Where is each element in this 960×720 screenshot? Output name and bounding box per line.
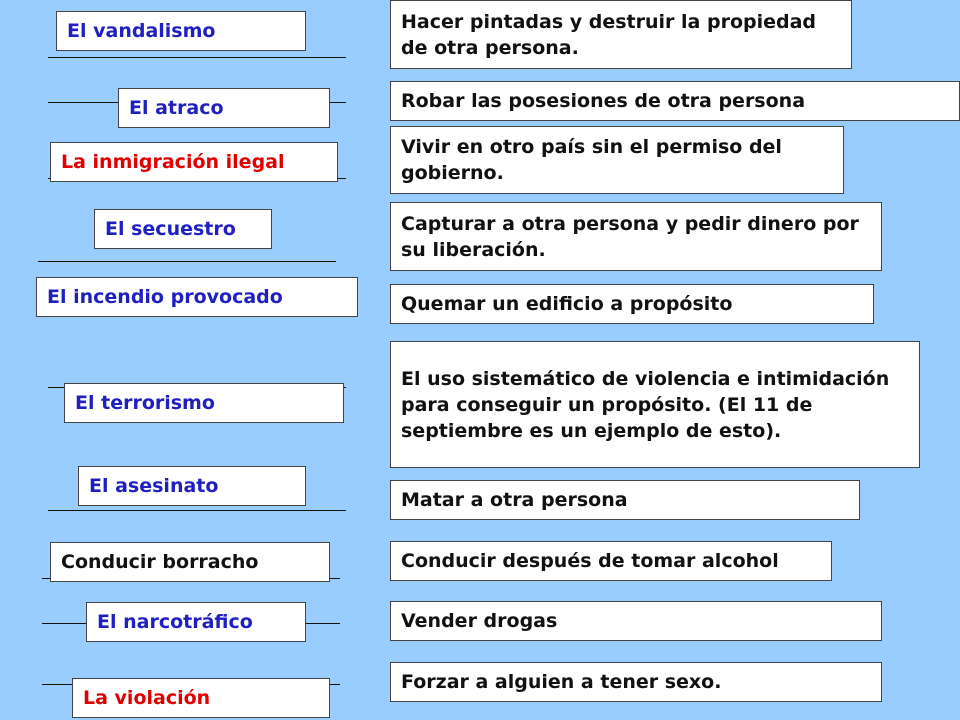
definition-text: Robar las posesiones de otra persona: [401, 90, 806, 112]
definition-box-conducir-borracho[interactable]: [390, 541, 832, 581]
term-label: La inmigración ilegal: [61, 151, 285, 173]
term-box-asesinato[interactable]: [78, 466, 306, 506]
term-box-incendio-provocado[interactable]: [36, 277, 358, 317]
term-label: El vandalismo: [67, 20, 216, 42]
term-label: El asesinato: [89, 475, 219, 497]
term-box-inmigracion-ilegal[interactable]: [50, 142, 338, 182]
definition-box-vandalismo[interactable]: [390, 0, 852, 69]
term-box-violacion[interactable]: [72, 678, 330, 718]
term-box-narcotrafico[interactable]: [86, 602, 306, 642]
definition-box-violacion[interactable]: [390, 662, 882, 702]
term-box-vandalismo[interactable]: [56, 11, 306, 51]
definition-text: Vivir en otro país sin el permiso del gobierno.: [401, 136, 782, 184]
definition-text: Matar a otra persona: [401, 489, 628, 511]
term-label: El secuestro: [105, 218, 236, 240]
definition-text: Forzar a alguien a tener sexo.: [401, 671, 722, 693]
definition-box-secuestro[interactable]: [390, 202, 882, 271]
definition-text: Capturar a otra persona y pedir dinero por su liberación.: [401, 212, 859, 261]
term-label: El atraco: [129, 97, 224, 119]
term-box-terrorismo[interactable]: [64, 383, 344, 423]
definition-text: Conducir después de tomar alcohol: [401, 550, 779, 572]
definition-text: Quemar un edificio a propósito: [401, 293, 733, 315]
definition-box-inmigracion-ilegal[interactable]: [390, 126, 844, 194]
term-label: La violación: [83, 687, 211, 709]
definition-text: Hacer pintadas y destruir la propiedad de otra persona.: [401, 10, 817, 59]
answer-line: [48, 510, 346, 511]
answer-line: [48, 57, 346, 58]
term-box-secuestro[interactable]: [94, 209, 272, 249]
definition-text: Vender drogas: [401, 610, 558, 632]
term-box-conducir-borracho[interactable]: [50, 542, 330, 582]
definition-box-incendio-provocado[interactable]: [390, 284, 874, 324]
term-box-atraco[interactable]: [118, 88, 330, 128]
definition-box-asesinato[interactable]: [390, 480, 860, 520]
answer-line: [38, 261, 336, 262]
definition-text: El uso sistemático de violencia e intimidación para conseguir un propósito. (El 11 de septiembre es un ejemplo de esto).: [401, 367, 890, 442]
term-label: Conducir borracho: [61, 551, 259, 573]
term-label: El incendio provocado: [47, 286, 283, 308]
definition-box-atraco[interactable]: [390, 81, 960, 121]
term-label: El terrorismo: [75, 392, 215, 414]
definition-box-narcotrafico[interactable]: [390, 601, 882, 641]
definition-box-terrorismo[interactable]: [390, 341, 920, 468]
term-label: El narcotráfico: [97, 611, 253, 633]
